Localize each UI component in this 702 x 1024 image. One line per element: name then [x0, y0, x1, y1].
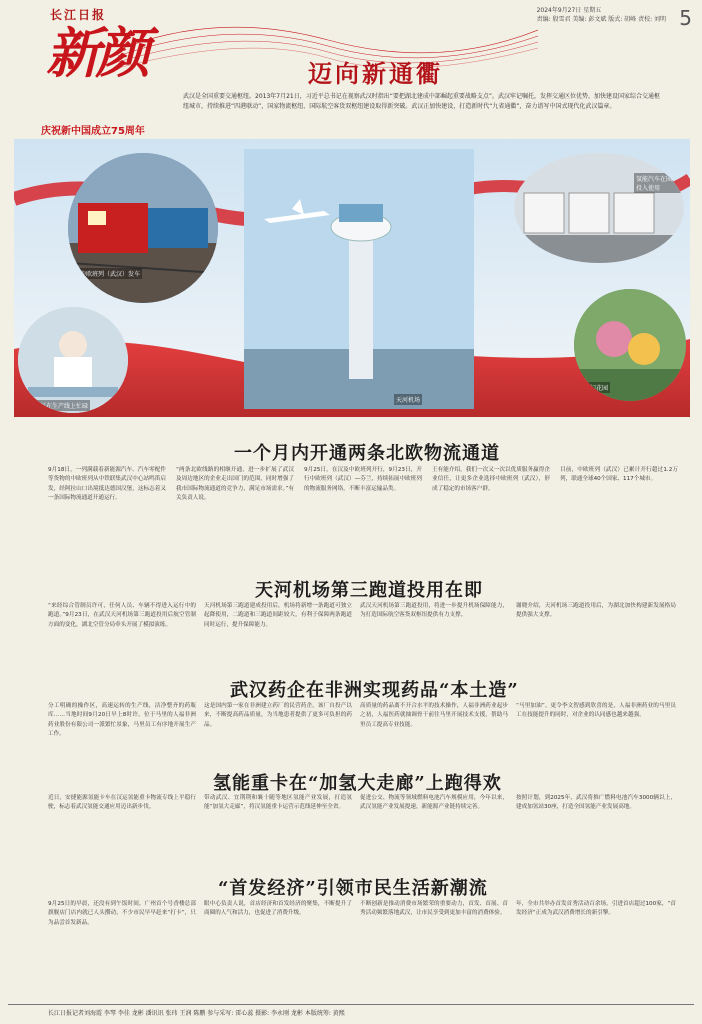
caption-factory: 工作人员在生产线上忙碌: [20, 400, 90, 411]
section3-col4: “马里加油”。更令李文智感到欣喜的是，人福非洲药业的马里员工在技能提升的同时，对企业的认同感也越来越强。: [516, 703, 676, 719]
section-title-5: “首发经济”引领市民生活新潮流: [218, 878, 488, 899]
airport-illustration: [244, 149, 474, 409]
photo-garden: [574, 289, 686, 401]
section2-col3: 武汉天河机场第三跑道投用，将进一步提升机场保障能力，为打造国际航空客货双枢纽提供有力支撑。: [360, 603, 508, 619]
section-title-2: 天河机场第三跑道投用在即: [255, 580, 483, 601]
caption-trucks: 氢能汽车在园区投入使用: [634, 173, 682, 193]
section-title-4: 氢能重卡在“加氢大走廊”上跑得欢: [213, 773, 502, 794]
section1-col1: 9月18日，一列满载着新能源汽车、汽车零配件等货物的中欧班列从中铁联集武汉中心站鸣笛启发，经阿拉山口出境抵达德国汉堡，这标志着又一条国际物流通道开通运行。: [48, 467, 166, 502]
header-meta: [537, 6, 666, 24]
trucks-illustration: [514, 153, 684, 263]
section4-col2: 带动武汉、宜荆荆和襄十随等地区氢能产业发展，打造氢能“加氢大走廊”，将汉氢能重卡运营示范线延伸至全省。: [204, 795, 352, 811]
page-number: 5: [679, 6, 692, 30]
anniversary-tag: 庆祝新中国成立75周年: [41, 126, 145, 137]
section5-col2: 眼中心负责人说，首店经济和首发经济的聚集，不断提升了商圈的人气和活力，也促进了消费升级。: [204, 901, 352, 917]
section4-col3: 促进公交、物流等领域燃料电池汽车规模应用，今年以来，武汉氢能产业发展提速，新能源产业链持续完善。: [360, 795, 508, 811]
train-illustration: [68, 153, 218, 303]
section1-col2: “两条北欧线路的相继开通，进一步扩展了武汉及周边地区的企业走出国门的范围，同时增强了我市国际物流通道的竞争力，满足市场需求。”有关负责人说。: [176, 467, 294, 502]
section3-col1: 分工明确的操作区，高速运转的生产线，洁净整齐的药瓶库……当地时间9月20日早上8时许，位于马里的人福非洲药业股份有限公司一派繁忙景象，马里员工有序地开展生产工作。: [48, 703, 196, 738]
section-logo: [46, 21, 146, 85]
section-title-3: 武汉药企在非洲实现药品“本土造”: [230, 680, 519, 701]
caption-train: 中欧班列（武汉）发车: [78, 268, 142, 279]
footer-credits: 长江日报记者刘海霞 李琴 李佳 龙彬 潘讯讯 张玮 王润 陈鹏 参与采写: 雷心蕊 摄影: 李永刚 龙彬 本版统筹: 黄熙: [48, 1010, 345, 1017]
newspaper-page: [8, 4, 694, 1018]
section3-col2: 这是国内第一家在非洲建立药厂的民营药企。该厂自投产以来，不断提高药品质量，为当地患者提供了更多可负担的药品。: [204, 703, 352, 728]
section3-col3: 高质量的药品离不开合水平的技术操作，人福非洲药业起步之初，人福医药就抽调骨干前往马里开展技术支援，帮助马里员工提高专业技能。: [360, 703, 508, 728]
factory-illustration: [18, 307, 128, 413]
photo-collage: [14, 139, 690, 417]
section5-col1: 9月25日的早晨，还没有到午饭时间，广州首个号香楼总部旗舰店门店内就已人头攒动，不少市民早早赶来“打卡”，只为品尝首发新品。: [48, 901, 196, 926]
section5-col4: 年，全市共举办首发首秀活动百余场，引进首店超过100家，“首发经济”正成为武汉消费增长的新引擎。: [516, 901, 676, 917]
section2-col4: 谢晓介绍，天河机场三跑道投用后，为湖北加快构建新发展格局提供强大支撑。: [516, 603, 676, 619]
section4-col1: 近日，安捷能源氢能卡车在汉运氢能重卡物流专线上平稳行驶，标志着武汉氢能交通应用迈出新步伐。: [48, 795, 196, 811]
section-char-2: 颜: [96, 21, 146, 85]
section2-col2: 天河机场第三跑道建成投用后，机场将新增一条跑道可独立起降使用，二跑道和三跑道间距较大，有利于保障两条跑道同时运行，提升保障能力。: [204, 603, 352, 628]
photo-factory: [18, 307, 128, 413]
lead-paragraph: 武汉是全国重要交通枢纽。2013年7月21日，习近平总书记在视察武汉时指出“要把湖北建成中部崛起重要战略支点”。武汉牢记嘱托，发挥交通区位优势，加快建设国家综合交通枢纽城市，持续推进“四港联动”，国家物流枢纽、国际航空客货双枢纽建设取得新突破。武汉正加快建设，打造新时代“九省通衢”，奋力谱写中国式现代化武汉篇章。: [183, 93, 660, 110]
section4-col4: 按照计划，到2025年，武汉将推广燃料电池汽车3000辆以上，建成加氢站30座，打造全国氢能产业发展高地。: [516, 795, 676, 811]
section1-col3: 9月25日，在汉及中欧班列开行，9月23日，开行中欧班列（武汉）—芬兰，持续拓展中欧班列的物流服务网络，不断丰富运输品类。: [304, 467, 422, 492]
section2-col1: “来经综合管制员许可，任何人员、车辆不得进入运行中的跑道。”9月23日，在武汉天河机场第三跑道投用后航空管制方面的变化，湖北空管分局牵头开展了模拟演练。: [48, 603, 196, 628]
photo-train: [68, 153, 218, 303]
date-line: 2024年9月27日 星期五: [536, 7, 602, 14]
footer-divider: [8, 1004, 694, 1005]
paper-logo: 长江日报: [50, 8, 107, 22]
section5-col3: 不断创新是推动消费市场繁荣的重要动力，首发、首展、首秀活动频繁落地武汉，让市民享受到更加丰富的消费体验。: [360, 901, 508, 917]
photo-airport: [244, 149, 474, 409]
section1-col4: 王有能介绍，我们一次又一次以优质服务赢得企业信任，让更多企业选择中欧班列（武汉），形成了稳定的市场客户群。: [432, 467, 550, 492]
caption-garden: 汉阳门花园: [576, 382, 610, 393]
section-char: 新: [46, 21, 96, 85]
caption-airport: 天河机场: [394, 394, 422, 405]
page-header: [8, 4, 694, 124]
photo-trucks: [514, 153, 684, 263]
editor-line: 责编: 殷雪君 美编: 彭文斌 版式: 胡峰 责校: 刘明: [536, 16, 666, 23]
page-headline: 迈向新通衢: [308, 59, 443, 88]
section1-col5: 目前，中欧班列（武汉）已累计开行超过1.2万列，联通全球40个国家、117个城市。: [560, 467, 678, 483]
section-title-1: 一个月内开通两条北欧物流通道: [234, 443, 500, 464]
